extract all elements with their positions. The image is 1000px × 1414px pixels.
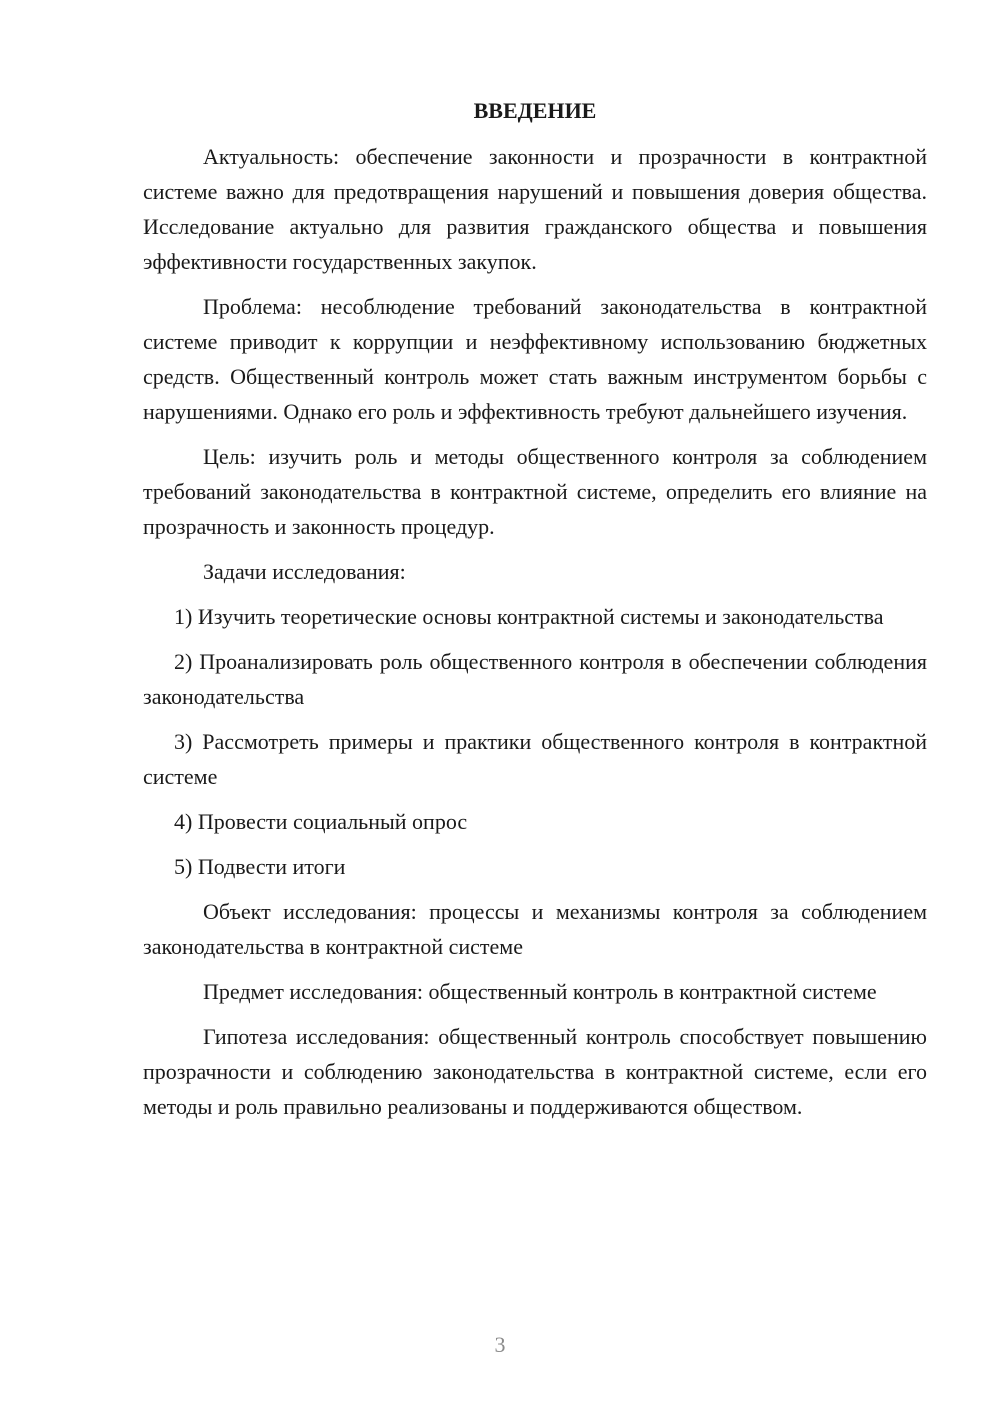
task-item-4: 4) Провести социальный опрос [174,809,468,834]
task-item-5: 5) Подвести итоги [174,854,346,879]
paragraph-relevance: Актуальность: обеспечение законности и прозрачности в контрактной системе важно для предотвращения нарушений и повышения доверия общества. Исследование актуально для развития гражданского общества и повышения эффективности государственных закупок. [143,144,927,274]
section-title: ВВЕДЕНИЕ [473,98,597,123]
tasks-heading: Задачи исследования: [203,559,406,584]
paragraph-object: Объект исследования: процессы и механизмы контроля за соблюдением законодательства в контрактной системе [143,899,927,959]
paragraph-hypothesis: Гипотеза исследования: общественный контроль способствует повышению прозрачности и соблюдению законодательства в контрактной системе, если его методы и роль правильно реализованы и поддерживаются обществом. [143,1024,927,1119]
document-page [143,96,927,1134]
page-number: 3 [494,1332,506,1357]
paragraph-goal: Цель: изучить роль и методы общественного контроля за соблюдением требований законодательства в контрактной системе, определить его влияние на прозрачность и законность процедур. [143,444,927,539]
paragraph-subject: Предмет исследования: общественный контроль в контрактной системе [203,979,877,1004]
paragraph-problem: Проблема: несоблюдение требований законодательства в контрактной системе приводит к коррупции и неэффективному использованию бюджетных средств. Общественный контроль может стать важным инструментом борьбы с нарушениями. Однако его роль и эффективность требуют дальнейшего изучения. [143,294,927,424]
task-item-3: 3) Рассмотреть примеры и практики общественного контроля в контрактной системе [143,729,927,789]
task-item-1: 1) Изучить теоретические основы контрактной системы и законодательства [174,604,884,629]
task-item-2: 2) Проанализировать роль общественного контроля в обеспечении соблюдения законодательства [143,649,927,709]
